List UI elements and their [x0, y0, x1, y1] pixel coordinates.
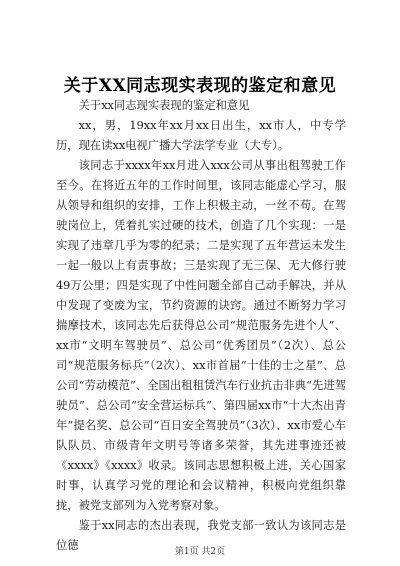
page-indicator: 第1页 共2页 [174, 547, 226, 557]
paragraph-personal-info: xx，男，19xx年xx月xx日出生，xx市人，中专学历，现在读xx电视广播大学法学专业（大专）。 [56, 119, 346, 152]
paragraph-work-performance: 该同志于xxxx年xx月进入xxx公司从事出租驾驶工作至今。在将近五年的工作时间里，该同志能虚心学习，服从领导和组织的安排，工作上积极主动，一丝不苟。在驾驶岗位上，凭着扎实过硬的技术，创造了几个实现：一是实现了违章几乎为零的纪录；二是实现了五年营运未发生一起一般以上有责事故；三是实现了无三保、无大修行驶49万公里；四是实现了中性问题全部自己动手解决，并从中发现了变废为宝，节约资源的诀窍。通过不断努力学习揣摩技术，该同志先后获得总公司“规范服务先进个人”、xx市“文明车驾驶员”、总公司“优秀团员”（2次）、总公司“规范服务标兵”（2次）、xx市首届“十佳的士之星”、总公司“劳动模范”、全国出租租赁汽车行业抗击非典“先进驾驶员”、总公司“安全营运标兵”、第四届xx市“十大杰出青年”提名奖、总公司“百日安全驾驶员”（3次）、xx市爱心车队队员、市级青年文明号等诸多荣誉，其先进事迹还被《xxxx》《xxxx》收录。该同志思想积极上进，关心国家时事，认真学习党的理论和会议精神，积极向党组织靠拢，被党支部列为入党考察对象。 [56, 159, 346, 512]
paragraph-conclusion: 鉴于xx同志的杰出表现，我党支部一致认为该同志是位德 [56, 519, 346, 552]
document-title: 关于XX同志现实表现的鉴定和意见 [63, 76, 337, 96]
paragraph-heading: 关于xx同志现实表现的鉴定和意见 [78, 99, 250, 112]
document-body [56, 96, 346, 556]
